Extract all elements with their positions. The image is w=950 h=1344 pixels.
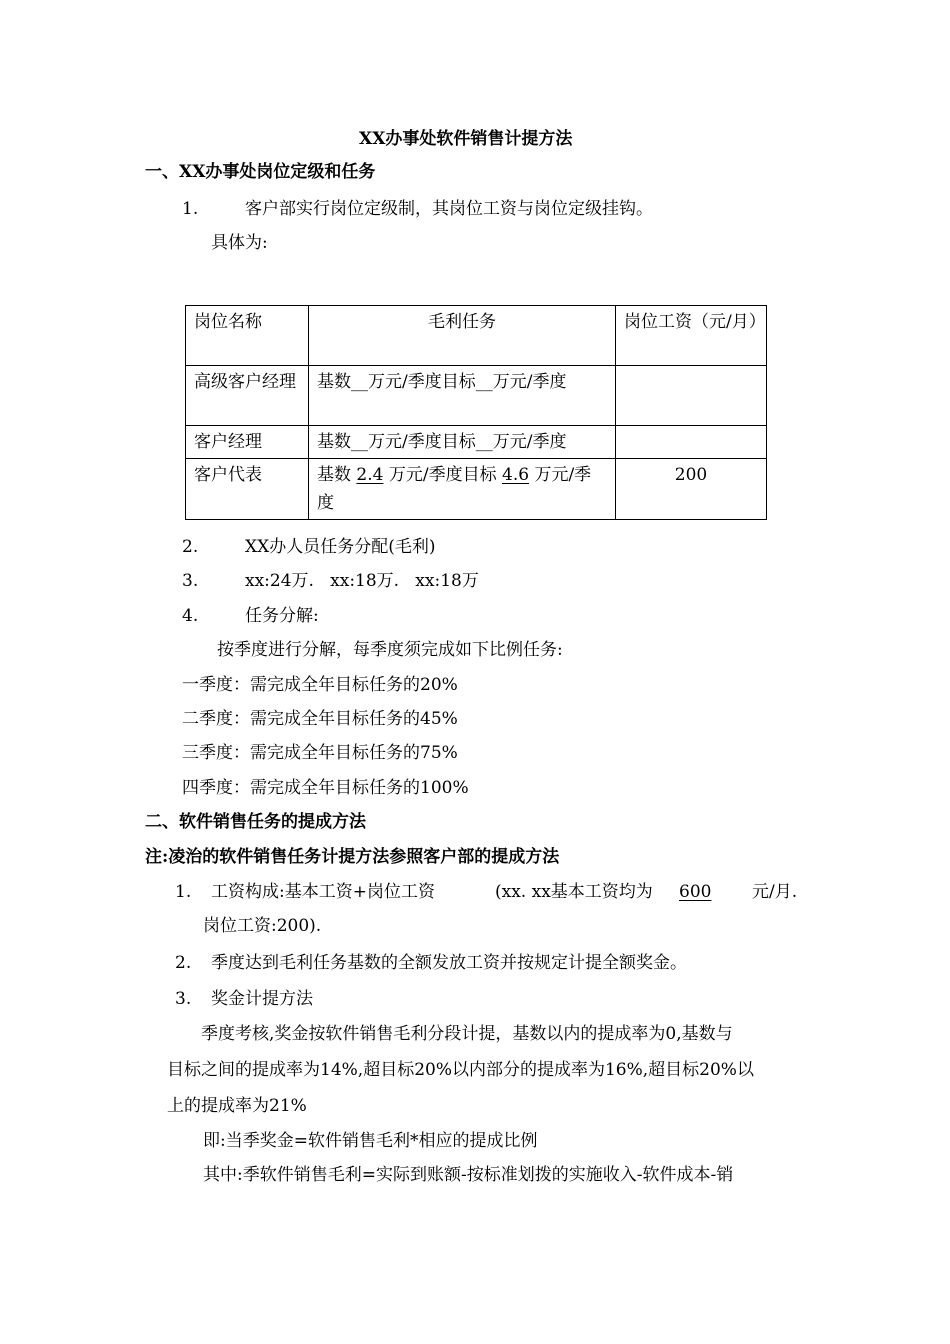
table-header-cell: 岗位工资（元/月） <box>616 306 767 366</box>
quarter-line: 二季度：需完成全年目标任务的45% <box>182 709 458 729</box>
target-value: 4.6 <box>502 465 530 485</box>
position-table <box>185 305 767 520</box>
item3-number: 3. <box>182 571 199 591</box>
table-row <box>186 366 767 426</box>
item4-text: 任务分解: <box>245 606 319 626</box>
section2-note: 注:凌治的软件销售任务计提方法参照客户部的提成方法 <box>145 847 560 867</box>
quarter-line: 一季度：需完成全年目标任务的20% <box>182 675 458 695</box>
p2-text: 季度达到毛利任务基数的全额发放工资并按规定计提全额奖金。 <box>211 953 687 973</box>
item1-number: 1. <box>182 199 199 219</box>
table-cell-salary <box>616 366 767 426</box>
table-cell-task: 基数__万元/季度目标__万元/季度 <box>309 426 616 459</box>
page-title: XX办事处软件销售计提方法 <box>359 129 573 149</box>
bonus-paragraph-line: 季度考核,奖金按软件销售毛利分段计提，基数以内的提成率为0,基数与 <box>201 1024 733 1044</box>
quarter-line: 四季度：需完成全年目标任务的100% <box>182 778 469 798</box>
formula-line: 即:当季奖金=软件销售毛利*相应的提成比例 <box>203 1131 538 1151</box>
table-header-cell: 毛利任务 <box>309 306 616 366</box>
table-cell-position: 客户经理 <box>186 426 309 459</box>
base-value: 2.4 <box>356 465 384 485</box>
table-row <box>186 459 767 520</box>
formula-line: 其中:季软件销售毛利=实际到账额-按标准划拨的实施收入-软件成本-销 <box>203 1165 734 1185</box>
table-cell-task: 基数 2.4 万元/季度目标 4.6 万元/季度 <box>309 459 616 520</box>
p1-line2: 岗位工资:200). <box>203 916 322 936</box>
table-row <box>186 426 767 459</box>
section1-heading: 一、XX办事处岗位定级和任务 <box>145 162 376 182</box>
item2-text: XX办人员任务分配(毛利) <box>245 537 436 557</box>
table-header-row <box>186 306 767 366</box>
p1-text-a: 工资构成:基本工资+岗位工资 <box>211 882 435 902</box>
table-cell-position: 客户代表 <box>186 459 309 520</box>
item3-text: xx:24万. xx:18万. xx:18万 <box>245 571 479 591</box>
p1-number: 1. <box>175 882 192 902</box>
bonus-paragraph-line: 目标之间的提成率为14%,超目标20%以内部分的提成率为16%,超目标20%以 <box>167 1060 754 1080</box>
p1-text-b: (xx. xx基本工资均为 <box>495 882 653 902</box>
item4-intro: 按季度进行分解，每季度须完成如下比例任务: <box>217 640 563 660</box>
p2-number: 2. <box>175 953 192 973</box>
item1-text: 客户部实行岗位定级制，其岗位工资与岗位定级挂钩。 <box>245 199 653 219</box>
bonus-paragraph-line: 上的提成率为21% <box>167 1096 307 1116</box>
item1-subtext: 具体为: <box>211 233 268 253</box>
item2-number: 2. <box>182 537 199 557</box>
p1-amount: 600 <box>679 882 712 902</box>
table-cell-salary: 200 <box>616 459 767 520</box>
quarter-line: 三季度：需完成全年目标任务的75% <box>182 743 458 763</box>
table-cell-position: 高级客户经理 <box>186 366 309 426</box>
table-cell-task: 基数__万元/季度目标__万元/季度 <box>309 366 616 426</box>
table-header-cell: 岗位名称 <box>186 306 309 366</box>
p1-text-c: 元/月. <box>752 882 798 902</box>
section2-heading: 二、软件销售任务的提成方法 <box>145 812 366 832</box>
p3-text: 奖金计提方法 <box>211 989 313 1009</box>
item4-number: 4. <box>182 606 199 626</box>
table-cell-salary <box>616 426 767 459</box>
p3-number: 3. <box>175 989 192 1009</box>
